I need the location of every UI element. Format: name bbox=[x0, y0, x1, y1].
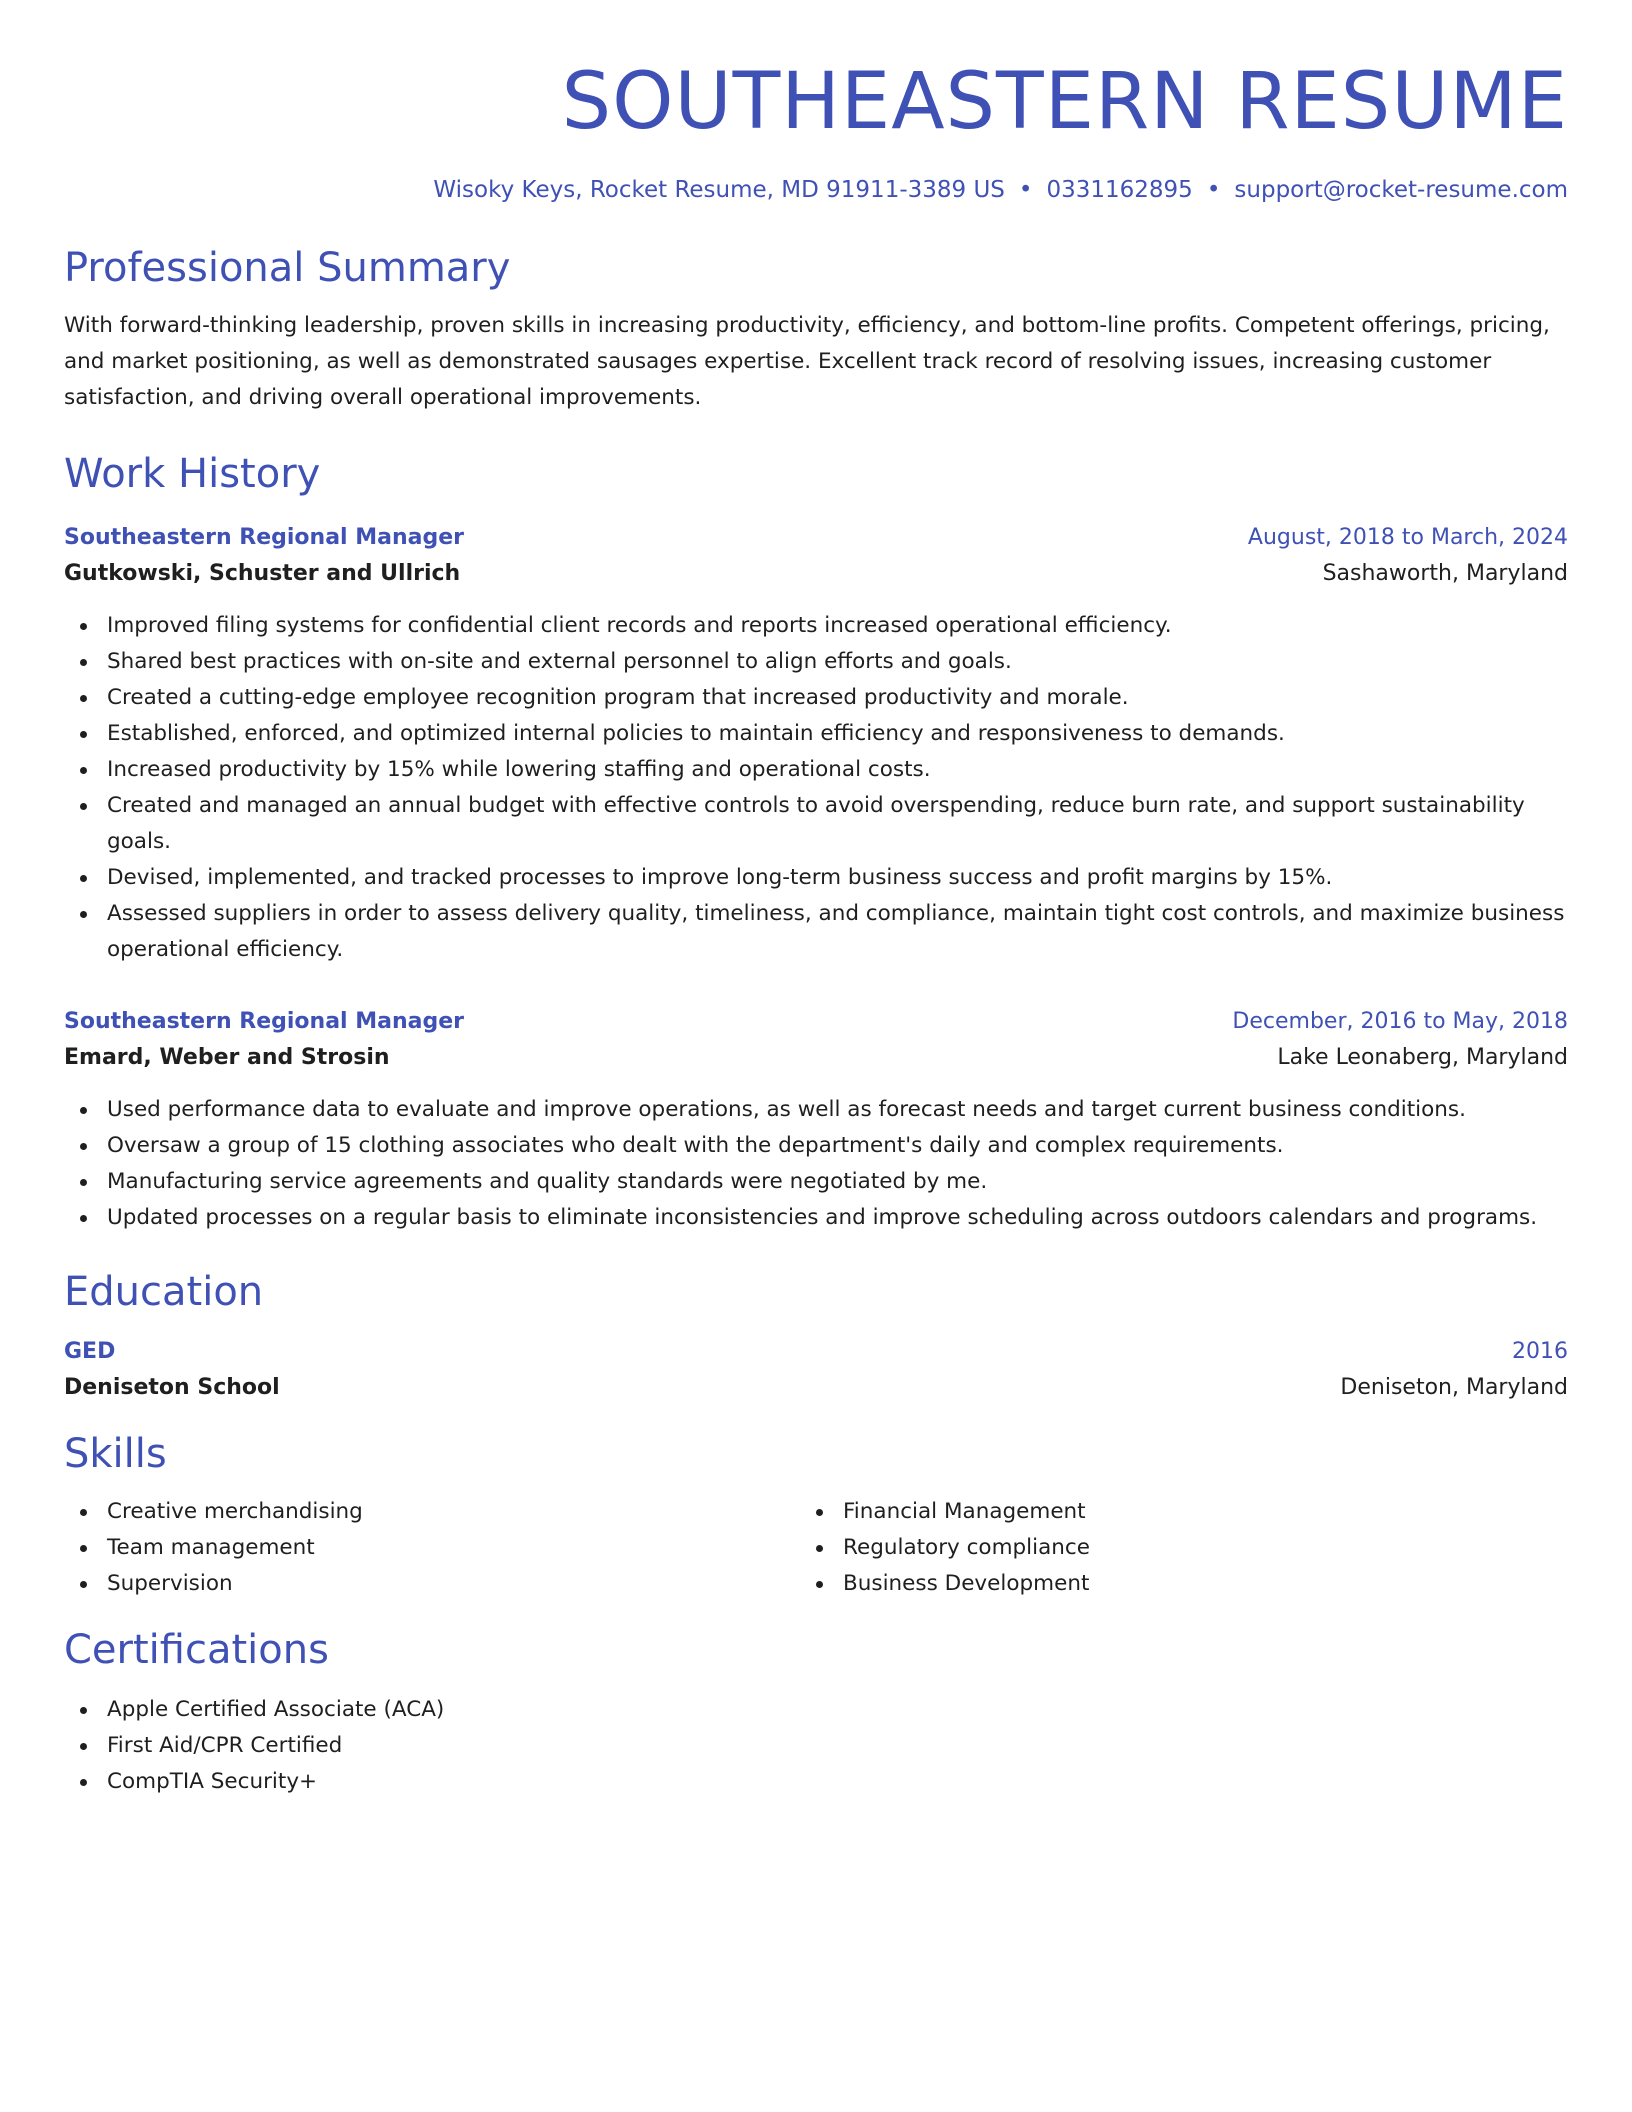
list-item bbox=[64, 608, 1568, 644]
contact-separator: • bbox=[1018, 177, 1033, 203]
skills-column-left bbox=[64, 1494, 800, 1602]
bullet-icon bbox=[80, 1179, 87, 1186]
bullet-icon bbox=[80, 1581, 87, 1588]
list-item bbox=[64, 1728, 1568, 1764]
summary-heading: Professional Summary bbox=[64, 245, 511, 291]
job-bullets bbox=[64, 1092, 1568, 1236]
contact-separator: • bbox=[1206, 177, 1221, 203]
bullet-icon bbox=[80, 1143, 87, 1150]
list-item-text: Team management bbox=[107, 1535, 315, 1560]
skills-heading: Skills bbox=[64, 1431, 167, 1477]
list-item bbox=[64, 1692, 1568, 1728]
bullet-icon bbox=[816, 1581, 823, 1588]
summary-text: With forward-thinking leadership, proven skills in increasing productivity, efficiency, and bottom-line profits. Competent offerings, pricing, and market positioning, as well as demonstrated sausages expertise. Excellent track record of resolving issues, increasing customer satisfaction, and driving overall operational improvements. bbox=[64, 313, 1550, 410]
contact-phone[interactable]: 0331162895 bbox=[1046, 177, 1193, 203]
list-item-text: Oversaw a group of 15 clothing associates who dealt with the department's daily and complex requirements. bbox=[107, 1133, 1284, 1158]
list-item-text: Improved filing systems for confidential client records and reports increased operational efficiency. bbox=[107, 613, 1172, 638]
bullet-icon bbox=[80, 1707, 87, 1714]
list-item-text: Used performance data to evaluate and improve operations, as well as forecast needs and target current business conditions. bbox=[107, 1097, 1466, 1122]
education-year: 2016 bbox=[1512, 1339, 1568, 1364]
job-dates: December, 2016 to May, 2018 bbox=[1232, 1009, 1568, 1034]
list-item-text: Creative merchandising bbox=[107, 1499, 363, 1524]
bullet-icon bbox=[80, 767, 87, 774]
list-item bbox=[64, 752, 1568, 788]
bullet-icon bbox=[80, 1743, 87, 1750]
job-dates: August, 2018 to March, 2024 bbox=[1247, 525, 1568, 550]
bullet-icon bbox=[80, 1779, 87, 1786]
list-item-text: Business Development bbox=[843, 1571, 1090, 1596]
bullet-icon bbox=[80, 623, 87, 630]
list-item bbox=[800, 1494, 1536, 1530]
bullet-icon bbox=[80, 1215, 87, 1222]
bullet-icon bbox=[80, 1545, 87, 1552]
resume-name: SOUTHEASTERN RESUME bbox=[561, 57, 1568, 147]
list-item-text: Manufacturing service agreements and quality standards were negotiated by me. bbox=[107, 1169, 988, 1194]
job-entry-2 bbox=[64, 1004, 1568, 1236]
contact-address: Wisoky Keys, Rocket Resume, MD 91911-3389 US bbox=[433, 177, 1005, 203]
job-company: Emard, Weber and Strosin bbox=[64, 1045, 390, 1070]
list-item-text: Assessed suppliers in order to assess delivery quality, timeliness, and compliance, maintain tight cost controls, and maximize business operational efficiency. bbox=[107, 901, 1565, 962]
certifications-list bbox=[64, 1692, 1568, 1800]
job-entry-1 bbox=[64, 520, 1568, 968]
list-item bbox=[64, 1164, 1568, 1200]
work-history-heading: Work History bbox=[64, 451, 321, 497]
list-item bbox=[64, 716, 1568, 752]
list-item bbox=[64, 1200, 1568, 1236]
list-item bbox=[64, 1092, 1568, 1128]
job-role: Southeastern Regional Manager bbox=[64, 525, 465, 550]
list-item-text: Financial Management bbox=[843, 1499, 1086, 1524]
bullet-icon bbox=[80, 695, 87, 702]
bullet-icon bbox=[80, 803, 87, 810]
list-item-text: Shared best practices with on-site and external personnel to align efforts and goals. bbox=[107, 649, 1012, 674]
education-school: Deniseton School bbox=[64, 1375, 280, 1400]
list-item bbox=[64, 644, 1568, 680]
contact-email[interactable]: support@rocket-resume.com bbox=[1234, 177, 1568, 203]
skills-list-left bbox=[64, 1494, 800, 1602]
list-item bbox=[800, 1566, 1536, 1602]
list-item bbox=[64, 1764, 1568, 1800]
list-item bbox=[64, 860, 1568, 896]
education-degree: GED bbox=[64, 1339, 116, 1364]
list-item bbox=[64, 680, 1568, 716]
list-item bbox=[64, 1566, 800, 1602]
bullet-icon bbox=[80, 1107, 87, 1114]
list-item-text: Regulatory compliance bbox=[843, 1535, 1090, 1560]
list-item-text: Apple Certified Associate (ACA) bbox=[107, 1697, 445, 1722]
education-location: Deniseton, Maryland bbox=[1340, 1375, 1568, 1400]
list-item-text: Created a cutting-edge employee recognition program that increased productivity and morale. bbox=[107, 685, 1129, 710]
list-item bbox=[64, 1128, 1568, 1164]
job-location: Sashaworth, Maryland bbox=[1322, 561, 1568, 586]
list-item-text: CompTIA Security+ bbox=[107, 1769, 318, 1794]
bullet-icon bbox=[80, 1509, 87, 1516]
list-item bbox=[64, 1530, 800, 1566]
job-company: Gutkowski, Schuster and Ullrich bbox=[64, 561, 461, 586]
list-item-text: Updated processes on a regular basis to eliminate inconsistencies and improve scheduling across outdoors calendars and programs. bbox=[107, 1205, 1538, 1230]
education-heading: Education bbox=[64, 1269, 264, 1315]
list-item-text: First Aid/CPR Certified bbox=[107, 1733, 343, 1758]
job-location: Lake Leonaberg, Maryland bbox=[1277, 1045, 1568, 1070]
list-item-text: Devised, implemented, and tracked processes to improve long-term business success and profit margins by 15%. bbox=[107, 865, 1333, 890]
bullet-icon bbox=[80, 875, 87, 882]
list-item bbox=[64, 1494, 800, 1530]
list-item-text: Created and managed an annual budget with effective controls to avoid overspending, reduce burn rate, and support sustainability goals. bbox=[107, 793, 1525, 854]
bullet-icon bbox=[80, 659, 87, 666]
education-entry bbox=[64, 1334, 1568, 1406]
list-item bbox=[800, 1530, 1536, 1566]
job-role: Southeastern Regional Manager bbox=[64, 1009, 465, 1034]
list-item bbox=[64, 896, 1568, 968]
bullet-icon bbox=[80, 731, 87, 738]
contact-line bbox=[64, 174, 1568, 206]
bullet-icon bbox=[80, 911, 87, 918]
list-item-text: Established, enforced, and optimized internal policies to maintain efficiency and responsiveness to demands. bbox=[107, 721, 1285, 746]
list-item-text: Increased productivity by 15% while lowering staffing and operational costs. bbox=[107, 757, 931, 782]
certifications-heading: Certifications bbox=[64, 1627, 329, 1673]
job-bullets bbox=[64, 608, 1568, 968]
list-item-text: Supervision bbox=[107, 1571, 233, 1596]
list-item bbox=[64, 788, 1568, 860]
skills-grid bbox=[64, 1494, 1568, 1602]
bullet-icon bbox=[816, 1509, 823, 1516]
skills-column-right bbox=[800, 1494, 1536, 1602]
skills-list-right bbox=[800, 1494, 1536, 1602]
bullet-icon bbox=[816, 1545, 823, 1552]
